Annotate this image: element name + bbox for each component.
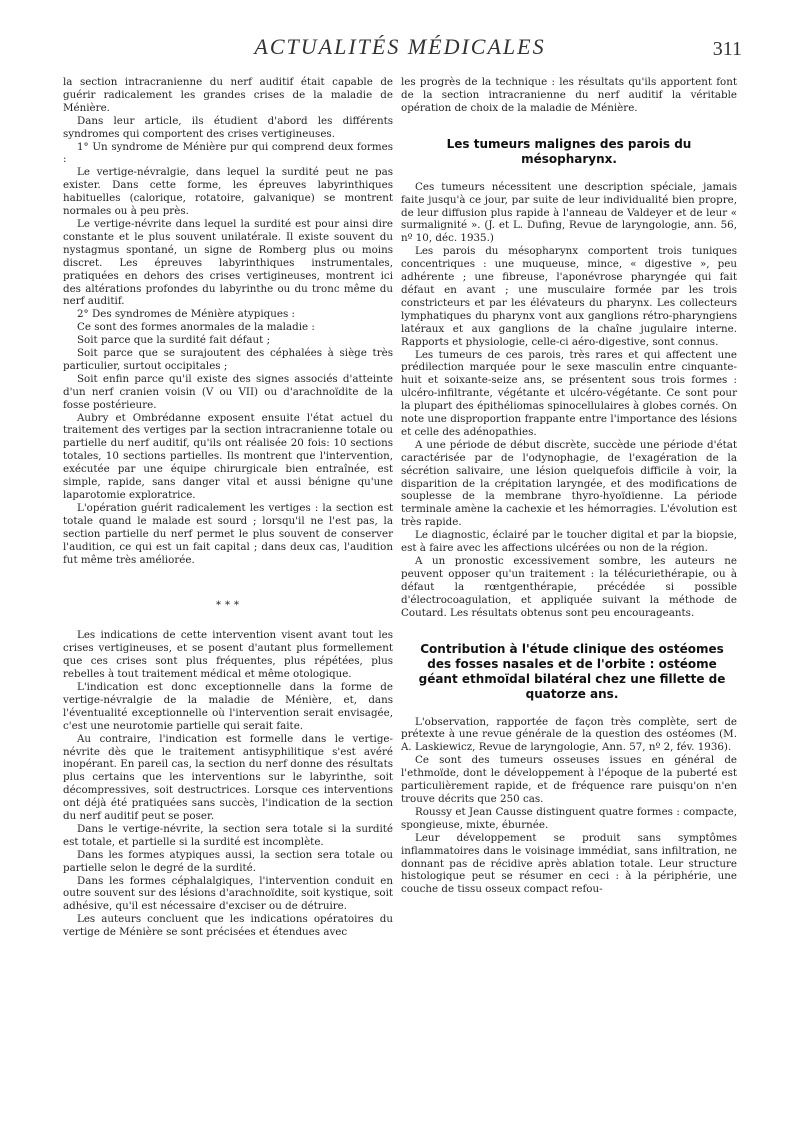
page-number: 311 [712, 38, 742, 60]
paragraph: Les parois du mésopharynx comportent trois tuniques concentriques : une muqueuse, mince, « digestive », peu adhérente ; une fibreuse, l'aponévrose pharyngée qui fait défaut en avant ; une musculaire formée par les trois constricteurs et par les élévateurs du pharynx. Les collecteurs lymphatiques du pharynx vont aux ganglions rétro-pharyngiens latéraux et aux ganglions de la chaîne jugulaire interne. Rapports et physiologie, celle-ci aéro-digestive, sont connus. [401, 245, 737, 348]
paragraph: Ce sont des formes anormales de la maladie : [77, 321, 315, 334]
paragraph: Les tumeurs de ces parois, très rares et qui affectent une prédilection marquée pour le sexe masculin entre cinquante-huit et soixante-seize ans, se présentent sous trois formes : ulcéro-infiltrante, végétante et ulcéro-végétante. Ce sont pour la plupart des épithéliomas spinocellulaires à globes cornés. On note une disproportion frappante entre l'importance des lésions et celle des adénopathies. [401, 348, 737, 438]
paragraph: A un pronostic excessivement sombre, les auteurs ne peuvent opposer qu'un traitement : la télécuriethérapie, ou à défaut la rœntgenthérapie, précédée si possible d'électrocoagulation, et appliquée suivant la méthode de Coutard. Les résultats obtenus sont peu encourageants. [401, 555, 737, 619]
paragraph: Le vertige-névralgie, dans lequel la surdité peut ne pas exister. Dans cette forme, les épreuves labyrinthiques habituelles (calorique, rotatoire, galvanique) se montrent normales ou à peu près. [63, 166, 393, 218]
section-heading: Contribution à l'étude clinique des ostéomes des fosses nasales et de l'orbite : ostéome géant ethmoïdal bilatéral chez une fillette de quatorze ans. [418, 641, 726, 701]
paragraph: L'observation, rapportée de façon très complète, sert de prétexte à une revue générale de la question des ostéomes (M. A. Laskiewicz, Revue de laryngologie, Ann. 57, nº 2, fév. 1936). [401, 715, 737, 754]
paragraph: A une période de début discrète, succède une période d'état caractérisée par de l'odynophagie, de l'exagération de la sécrétion salivaire, une lésion quelquefois difficile à voir, la disparition de la crépitation laryngée, et des modifications de souplesse de la membrane thyro-hyoïdienne. La période terminale amène la cachexie et les hémorragies. L'évolution est très rapide. [401, 438, 737, 529]
paragraph: Au contraire, l'indication est formelle dans le vertige-névrite dès que le traitement antisyphilitique s'est avéré inopérant. En pareil cas, la section du nerf donne des résultats plus certains que les interventions sur le labyrinthe, soit décompressives, soit destructrices. Lorsque ces interventions ont déjà été pratiquées sans succès, l'indication de la section du nerf auditif peut se poser. [63, 732, 393, 823]
paragraph: Ce sont des tumeurs osseuses issues en général de l'ethmoïde, dont le développement à l'époque de la puberté est particulièrement rapide, et de fréquence rare puisqu'on n'en trouve décrits que 250 cas. [401, 754, 737, 805]
paragraph: Dans le vertige-névrite, la section sera totale si la surdité est totale, et partielle si la surdité est incomplète. [63, 822, 393, 848]
paragraph: Roussy et Jean Causse distinguent quatre formes : compacte, spongieuse, mixte, éburnée. [401, 805, 737, 831]
paragraph: Le vertige-névrite dans lequel la surdité est pour ainsi dire constante et le plus souvent unilatérale. Il existe souvent du nystagmus spontané, un signe de Romberg plus ou moins discret. Les épreuves labyrinthiques instrumentales, pratiquées en dehors des crises vertigineuses, montrent ici des altérations profondes du labyrinthe ou du tronc même du nerf auditif. [63, 217, 393, 308]
paragraph: la section intracranienne du nerf auditif était capable de guérir radicalement les grandes crises de la maladie de Ménière. [63, 76, 393, 114]
paragraph: Les indications de cette intervention visent avant tout les crises vertigineuses, et se posent d'autant plus formellement que ces crises sont plus fréquentes, plus répétées, plus rebelles à tout traitement médical et même otologique. [63, 629, 393, 681]
paragraph: Soit enfin parce qu'il existe des signes associés d'atteinte d'un nerf cranien voisin (V ou VII) ou d'arachnoïdite de la fosse postérieure. [63, 372, 393, 411]
paragraph: Ces tumeurs nécessitent une description spéciale, jamais faite jusqu'à ce jour, par suite de leur individualité bien propre, de leur diffusion plus rapide à l'anneau de Valdeyer et de leur « surmalignité ». (J. et L. Dufing, Revue de laryngologie, ann. 56, nº 10, déc. 1935.) [401, 180, 737, 245]
section-heading: Les tumeurs malignes des parois du mésopharynx. [446, 136, 692, 166]
running-title: ACTUALITÉS MÉDICALES [254, 34, 546, 59]
paragraph: 1° Un syndrome de Ménière pur qui comprend deux formes : [63, 140, 393, 166]
paragraph: Aubry et Ombrédanne exposent ensuite l'état actuel du traitement des vertiges par la section intracranienne totale ou partielle du nerf auditif, qu'ils ont réalisée 20 fois: 10 sections totales, 10 sections partielles. Ils montrent que l'intervention, exécutée par une équipe chirurgicale bien entraînée, est simple, rapide, sans danger vital et aussi bénigne qu'une laparotomie exploratrice. [63, 411, 393, 501]
paragraph: 2° Des syndromes de Ménière atypiques : [77, 308, 295, 321]
paragraph: Leur développement se produit sans symptômes inflammatoires dans le voisinage immédiat, sans infiltration, ne donnant pas de récidive après ablation totale. Leur structure histologique peut se résumer en ceci : à la périphérie, une couche de tissu osseux compact refou- [401, 831, 737, 896]
paragraph: L'opération guérit radicalement les vertiges : la section est totale quand le malade est sourd ; lorsqu'il ne l'est pas, la section partielle du nerf permet le plus souvent de conserver l'audition, ce qui est un fait capital ; dans deux cas, l'audition fut même très améliorée. [63, 501, 393, 566]
paragraph: Dans les formes céphalalgiques, l'intervention conduit en outre souvent sur des lésions d'arachnoïdite, soit kystique, soit adhésive, qu'il est nécessaire d'exciser ou de détruire. [63, 874, 393, 913]
paragraph: L'indication est donc exceptionnelle dans la forme de vertige-névralgie de la maladie de Ménière, et, dans l'éventualité exceptionnelle où l'intervention serait envisagée, c'est une neurotomie partielle qui serait faite. [63, 680, 393, 732]
paragraph: Soit parce que se surajoutent des céphalées à siège très particulier, surtout occipitales ; [63, 347, 393, 372]
right-column [401, 76, 737, 896]
paragraph: Soit parce que la surdité fait défaut ; [77, 334, 271, 347]
paragraph: Dans leur article, ils étudient d'abord les différents syndromes qui comportent des crises vertigineuses. [63, 114, 393, 140]
left-column [63, 76, 393, 939]
section-separator: * * * [216, 600, 240, 612]
paragraph: les progrès de la technique : les résultats qu'ils apportent font de la section intracranienne du nerf auditif la véritable opération de choix de la maladie de Ménière. [401, 76, 737, 114]
paragraph: Le diagnostic, éclairé par le toucher digital et par la biopsie, est à faire avec les affections ulcérées ou non de la région. [401, 529, 737, 555]
paragraph: Dans les formes atypiques aussi, la section sera totale ou partielle selon le degré de la surdité. [63, 848, 393, 874]
paragraph: Les auteurs concluent que les indications opératoires du vertige de Ménière se sont précisées et étendues avec [63, 913, 393, 939]
